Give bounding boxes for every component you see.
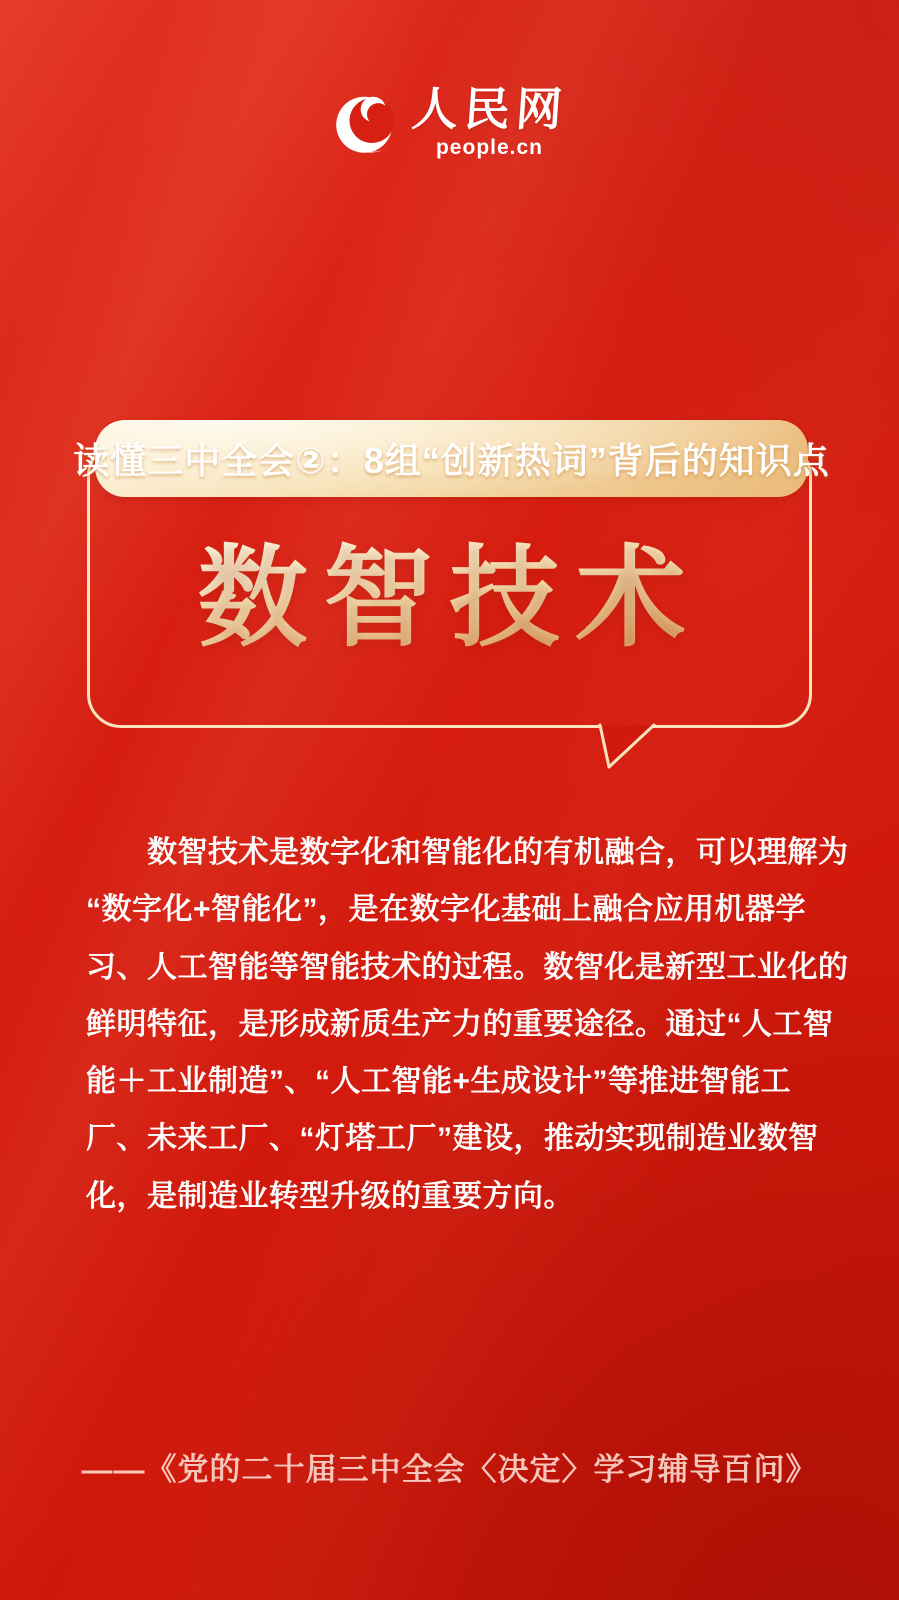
logo-domain-text: people.cn bbox=[435, 135, 544, 159]
body-paragraph bbox=[86, 824, 849, 1225]
people-cn-swirl-icon bbox=[332, 84, 402, 160]
people-cn-logo bbox=[0, 84, 899, 160]
body-line: 化，是制造业转型升级的重要方向。 bbox=[86, 1179, 574, 1213]
speech-bubble-tail bbox=[596, 710, 660, 774]
headline-title: 数智技术 bbox=[197, 537, 702, 660]
footer-citation: ——《党的二十届三中全会〈决定〉学习辅导百问》 bbox=[81, 1452, 818, 1487]
body-line: 厂、未来工厂、“灯塔工厂”建设，推动实现制造业数智 bbox=[86, 1122, 819, 1156]
body-line: “数字化+智能化”，是在数字化基础上融合应用机器学 bbox=[86, 893, 807, 927]
series-badge-text: 读懂三中全会②：8组“创新热词”背后的知识点 bbox=[73, 440, 830, 481]
logo-text-column bbox=[409, 83, 570, 160]
body-line: 鲜明特征，是形成新质生产力的重要途径。通过“人工智 bbox=[86, 1007, 834, 1041]
logo-brand-text: 人民网 bbox=[409, 83, 570, 135]
headline bbox=[0, 538, 899, 659]
body-line: 能＋工业制造”、“人工智能+生成设计”等推进智能工 bbox=[86, 1065, 792, 1099]
body-line: 习、人工智能等智能技术的过程。数智化是新型工业化的 bbox=[86, 950, 849, 984]
body-line: 数智技术是数字化和智能化的有机融合，可以理解为 bbox=[86, 836, 849, 869]
series-badge bbox=[73, 420, 830, 497]
footer bbox=[0, 1444, 899, 1489]
